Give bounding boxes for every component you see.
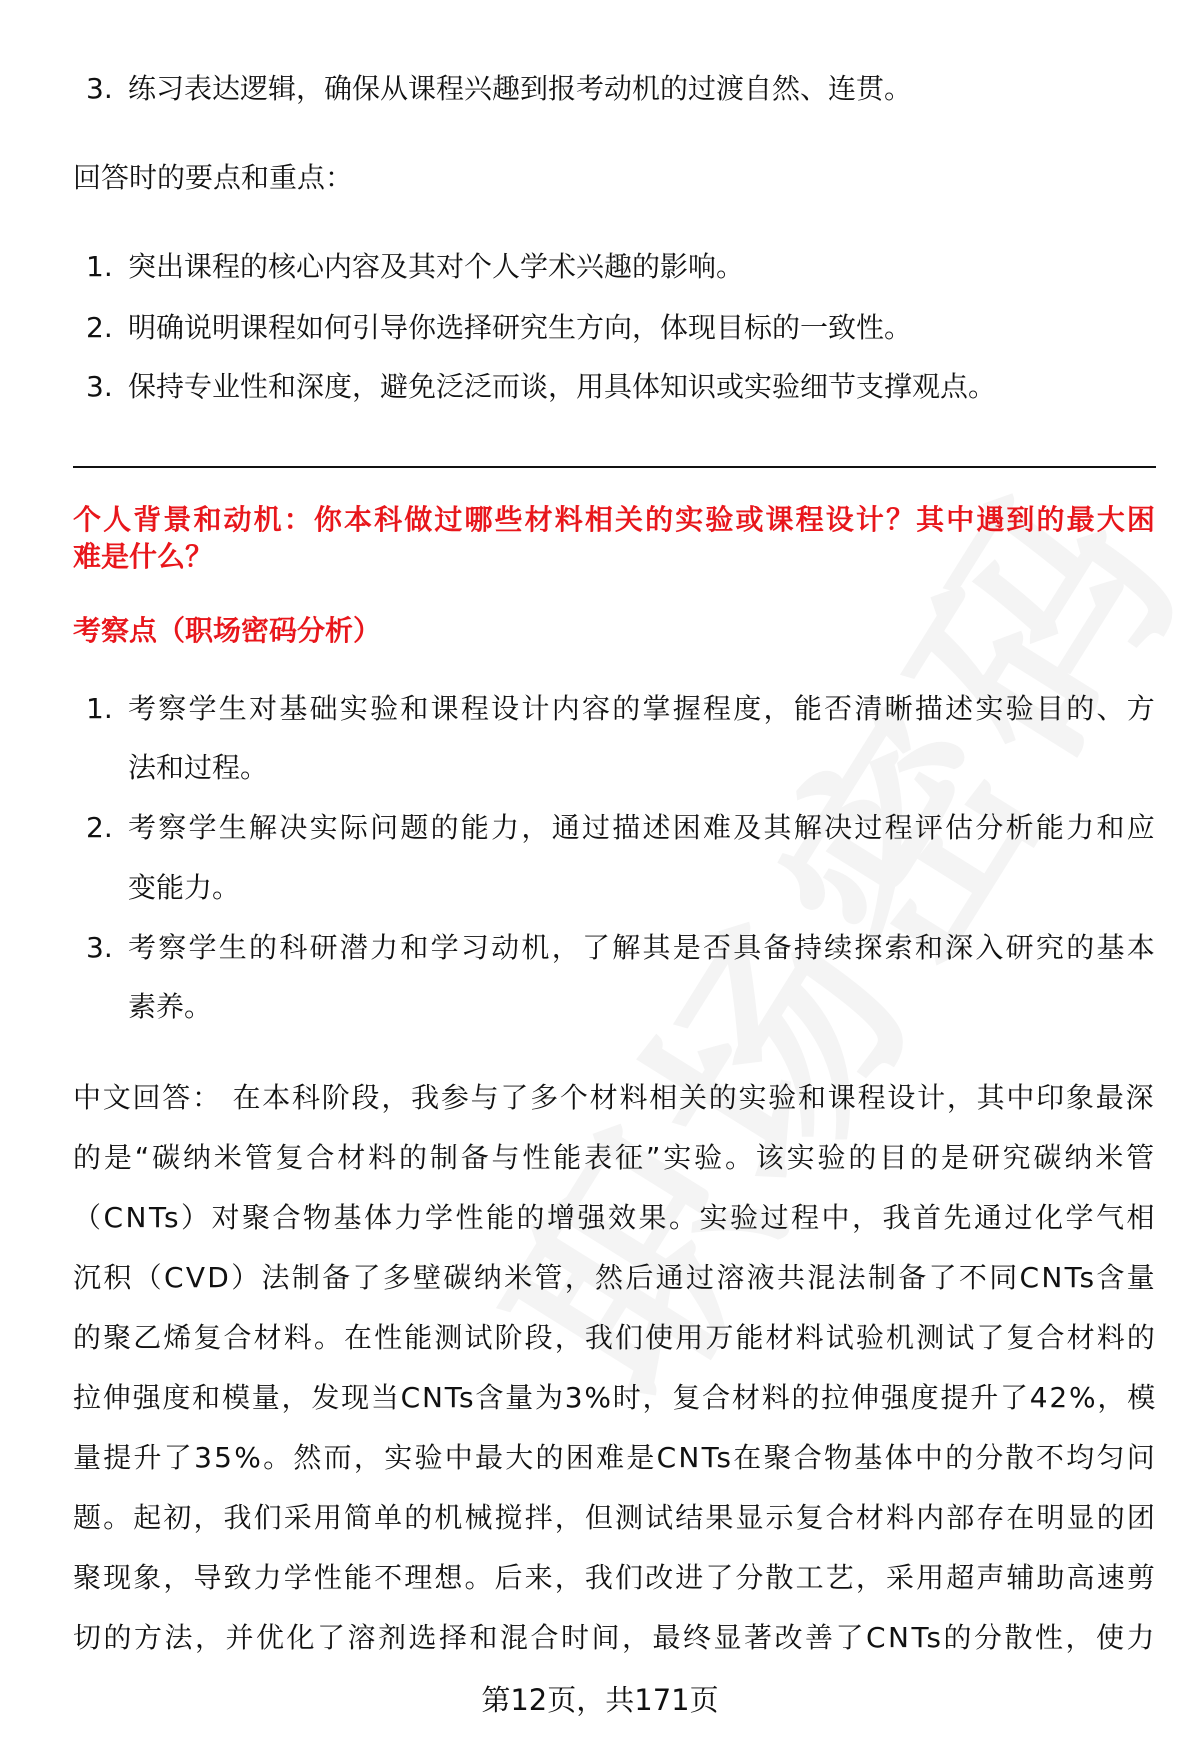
answer-line: 的是“碳纳米管复合材料的制备与性能表征”实验。该实验的目的是研究碳纳米管 bbox=[73, 1141, 1157, 1174]
answer-line: 拉伸强度和模量，发现当CNTs含量为3%时，复合材料的拉伸强度提升了42%，模 bbox=[73, 1381, 1157, 1414]
list-item: 练习表达逻辑，确保从课程兴趣到报考动机的过渡自然、连贯。 bbox=[128, 72, 913, 105]
list-item: 素养。 bbox=[128, 990, 213, 1023]
answer-line: （CNTs）对聚合物基体力学性能的增强效果。实验过程中，我首先通过化学气相 bbox=[73, 1201, 1157, 1234]
list-number: 2. bbox=[86, 311, 113, 344]
answer-line: 聚现象，导致力学性能不理想。后来，我们改进了分散工艺，采用超声辅助高速剪 bbox=[73, 1561, 1157, 1594]
answer-line: 切的方法，并优化了溶剂选择和混合时间，最终显著改善了CNTs的分散性，使力 bbox=[73, 1621, 1157, 1654]
list-item: 考察学生对基础实验和课程设计内容的掌握程度，能否清晰描述实验目的、方 bbox=[128, 692, 1157, 725]
list-number: 1. bbox=[86, 692, 113, 725]
list-item: 法和过程。 bbox=[128, 751, 269, 784]
answer-line: 量提升了35%。然而，实验中最大的困难是CNTs在聚合物基体中的分散不均匀问 bbox=[73, 1441, 1157, 1474]
list-number: 2. bbox=[86, 811, 113, 844]
list-item: 保持专业性和深度，避免泛泛而谈，用具体知识或实验细节支撑观点。 bbox=[128, 370, 997, 403]
list-number: 3. bbox=[86, 370, 113, 403]
answer-line: 沉积（CVD）法制备了多壁碳纳米管，然后通过溶液共混法制备了不同CNTs含量 bbox=[73, 1261, 1157, 1294]
exam-points-heading: 考察点（职场密码分析） bbox=[73, 614, 382, 647]
question-heading: 难是什么？ bbox=[73, 540, 214, 573]
divider bbox=[73, 466, 1156, 468]
list-item: 考察学生解决实际问题的能力，通过描述困难及其解决过程评估分析能力和应 bbox=[128, 811, 1157, 844]
page-footer: 第12页，共171页 bbox=[481, 1683, 719, 1717]
list-number: 3. bbox=[86, 931, 113, 964]
section-heading: 回答时的要点和重点： bbox=[73, 161, 354, 194]
list-item: 变能力。 bbox=[128, 871, 241, 904]
question-heading: 个人背景和动机：你本科做过哪些材料相关的实验或课程设计？其中遇到的最大困 bbox=[73, 503, 1157, 536]
list-item: 突出课程的核心内容及其对个人学术兴趣的影响。 bbox=[128, 250, 745, 283]
answer-line: 中文回答： 在本科阶段，我参与了多个材料相关的实验和课程设计，其中印象最深 bbox=[73, 1081, 1156, 1114]
list-number: 3. bbox=[86, 72, 113, 105]
answer-line: 的聚乙烯复合材料。在性能测试阶段，我们使用万能材料试验机测试了复合材料的 bbox=[73, 1321, 1157, 1354]
list-item: 考察学生的科研潜力和学习动机，了解其是否具备持续探索和深入研究的基本 bbox=[128, 931, 1157, 964]
list-item: 明确说明课程如何引导你选择研究生方向，体现目标的一致性。 bbox=[128, 311, 913, 344]
list-number: 1. bbox=[86, 250, 113, 283]
answer-line: 题。起初，我们采用简单的机械搅拌，但测试结果显示复合材料内部存在明显的团 bbox=[73, 1501, 1157, 1534]
